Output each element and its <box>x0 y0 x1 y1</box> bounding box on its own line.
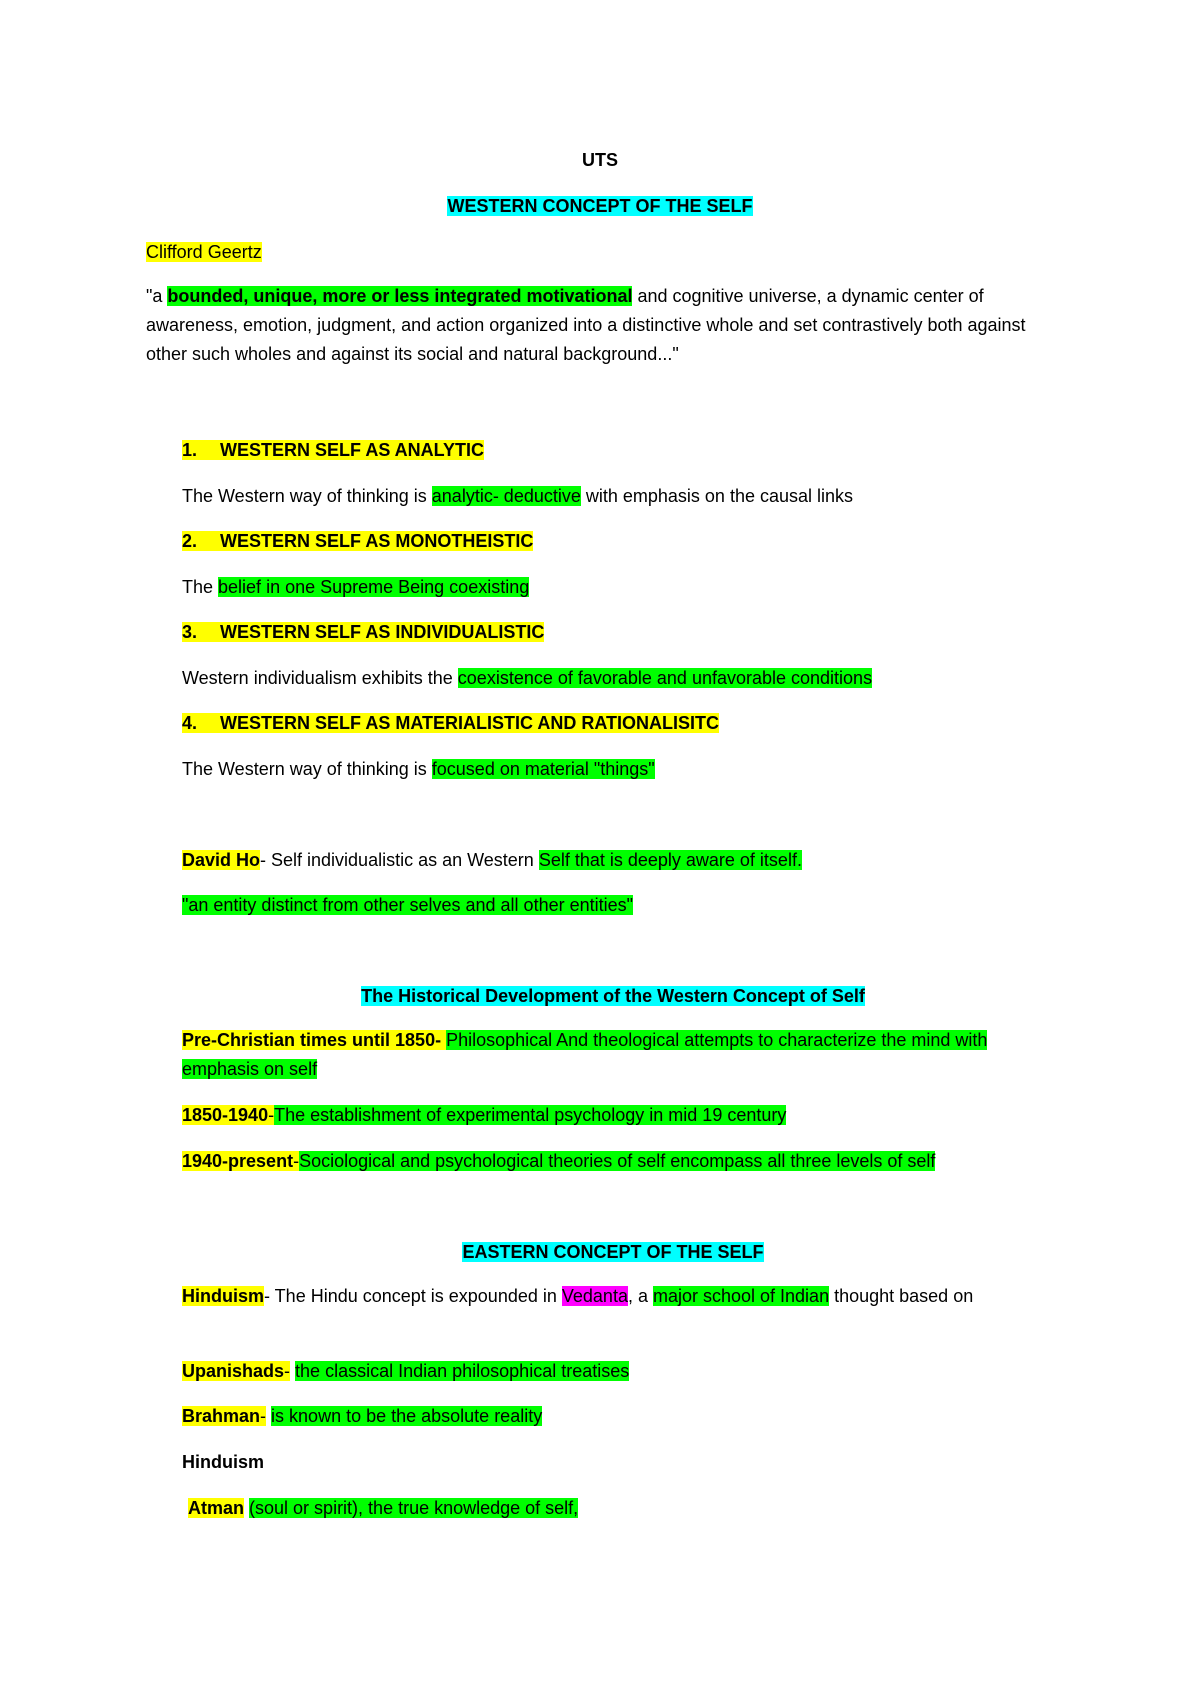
item-title: WESTERN SELF AS MATERIALISTIC AND RATIONALISITC <box>220 713 719 733</box>
david-ho-highlight: Self that is deeply aware of itself. <box>538 850 802 870</box>
item-highlight: coexistence of favorable and unfavorable conditions <box>457 668 873 688</box>
item-post: with emphasis on the causal links <box>580 486 854 506</box>
western-item-2-text <box>182 575 529 599</box>
quote-open: "a <box>146 286 168 306</box>
item-number: 2. <box>182 531 198 551</box>
atman-line <box>188 1496 578 1520</box>
western-item-3-title <box>182 620 544 644</box>
period-1940-present: 1940-present-Sociological and psychological theories of self encompass all three levels of self <box>182 1151 936 1171</box>
upanishads-text: the classical Indian philosophical treatises <box>295 1361 630 1381</box>
western-heading-text: WESTERN CONCEPT OF THE SELF <box>447 196 753 216</box>
period-pre-christian <box>182 1026 1062 1084</box>
western-heading <box>0 194 1200 218</box>
hinduism-post: thought based on <box>829 1286 974 1306</box>
item-highlight: focused on material "things" <box>431 759 655 779</box>
item-pre: Western individualism exhibits the <box>182 668 458 688</box>
quote-highlight: bounded, unique, more or less integrated motivational <box>167 286 633 306</box>
geertz-quote <box>146 282 1066 369</box>
period-1850-1940: 1850-1940-The establishment of experimental psychology in mid 19 century <box>182 1105 787 1125</box>
upanishads-line: Upanishads- the classical Indian philosophical treatises <box>182 1361 630 1381</box>
item-highlight: analytic- deductive <box>431 486 581 506</box>
period-text: The establishment of experimental psychology in mid 19 century <box>274 1105 787 1125</box>
item-pre: The <box>182 577 219 597</box>
major-school-highlight: major school of Indian <box>652 1286 830 1306</box>
period-label: 1850-1940 <box>182 1105 269 1125</box>
item-pre: The Western way of thinking is <box>182 486 432 506</box>
period-label: Pre-Christian times until 1850- <box>182 1030 447 1050</box>
quote-rest: and cognitive universe, a dynamic center of awareness, emotion, judgment, and action organized into a distinctive whole and set contrastively both against other such wholes and against its social and natural background..." <box>146 286 1026 364</box>
western-item-3-text <box>182 666 872 690</box>
western-item-1-text <box>182 484 853 508</box>
david-ho-name: David Ho <box>182 850 261 870</box>
western-item-2-title <box>182 529 533 553</box>
item-number: 3. <box>182 622 198 642</box>
atman-label: Atman <box>188 1498 245 1518</box>
period-text: Philosophical And theological attempts to characterize the mind with emphasis on self <box>182 1030 988 1079</box>
document-title <box>0 148 1200 172</box>
western-item-4-text <box>182 757 655 781</box>
eastern-heading-text: EASTERN CONCEPT OF THE SELF <box>462 1242 764 1262</box>
hinduism-label: Hinduism <box>182 1286 265 1306</box>
eastern-heading <box>0 1240 1200 1264</box>
geertz-name <box>146 240 262 264</box>
item-title: WESTERN SELF AS ANALYTIC <box>220 440 485 460</box>
item-pre: The Western way of thinking is <box>182 759 432 779</box>
brahman-label: Brahman <box>182 1406 261 1426</box>
geertz-name-text: Clifford Geertz <box>146 242 262 262</box>
david-ho-quote-text: "an entity distinct from other selves and all other entities" <box>182 895 634 915</box>
brahman-text: is known to be the absolute reality <box>271 1406 543 1426</box>
vedanta-highlight: Vedanta <box>561 1286 628 1306</box>
hinduism-line <box>182 1282 1062 1311</box>
brahman-line: Brahman- is known to be the absolute reality <box>182 1406 543 1426</box>
hinduism-pre: - The Hindu concept is expounded in <box>264 1286 562 1306</box>
title-text: UTS <box>582 150 618 170</box>
western-item-1-title <box>182 438 484 462</box>
hinduism-subheading-text: Hinduism <box>182 1452 265 1472</box>
period-text: Sociological and psychological theories of self encompass all three levels of self <box>299 1151 936 1171</box>
upanishads-label: Upanishads <box>182 1361 285 1381</box>
western-item-4-title <box>182 711 719 735</box>
historical-heading <box>0 984 1200 1008</box>
hinduism-subheading <box>182 1450 264 1474</box>
david-ho-line <box>182 848 802 872</box>
david-ho-quote <box>182 893 633 917</box>
item-title: WESTERN SELF AS INDIVIDUALISTIC <box>220 622 545 642</box>
historical-heading-text: The Historical Development of the Western Concept of Self <box>361 986 865 1006</box>
atman-text: (soul or spirit), the true knowledge of self, <box>249 1498 579 1518</box>
item-title: WESTERN SELF AS MONOTHEISTIC <box>220 531 534 551</box>
david-ho-mid: - Self individualistic as an Western <box>260 850 539 870</box>
period-label: 1940-present <box>182 1151 294 1171</box>
item-highlight: belief in one Supreme Being coexisting <box>218 577 530 597</box>
item-number: 1. <box>182 440 198 460</box>
hinduism-connector: , a <box>627 1286 653 1306</box>
item-number: 4. <box>182 713 198 733</box>
